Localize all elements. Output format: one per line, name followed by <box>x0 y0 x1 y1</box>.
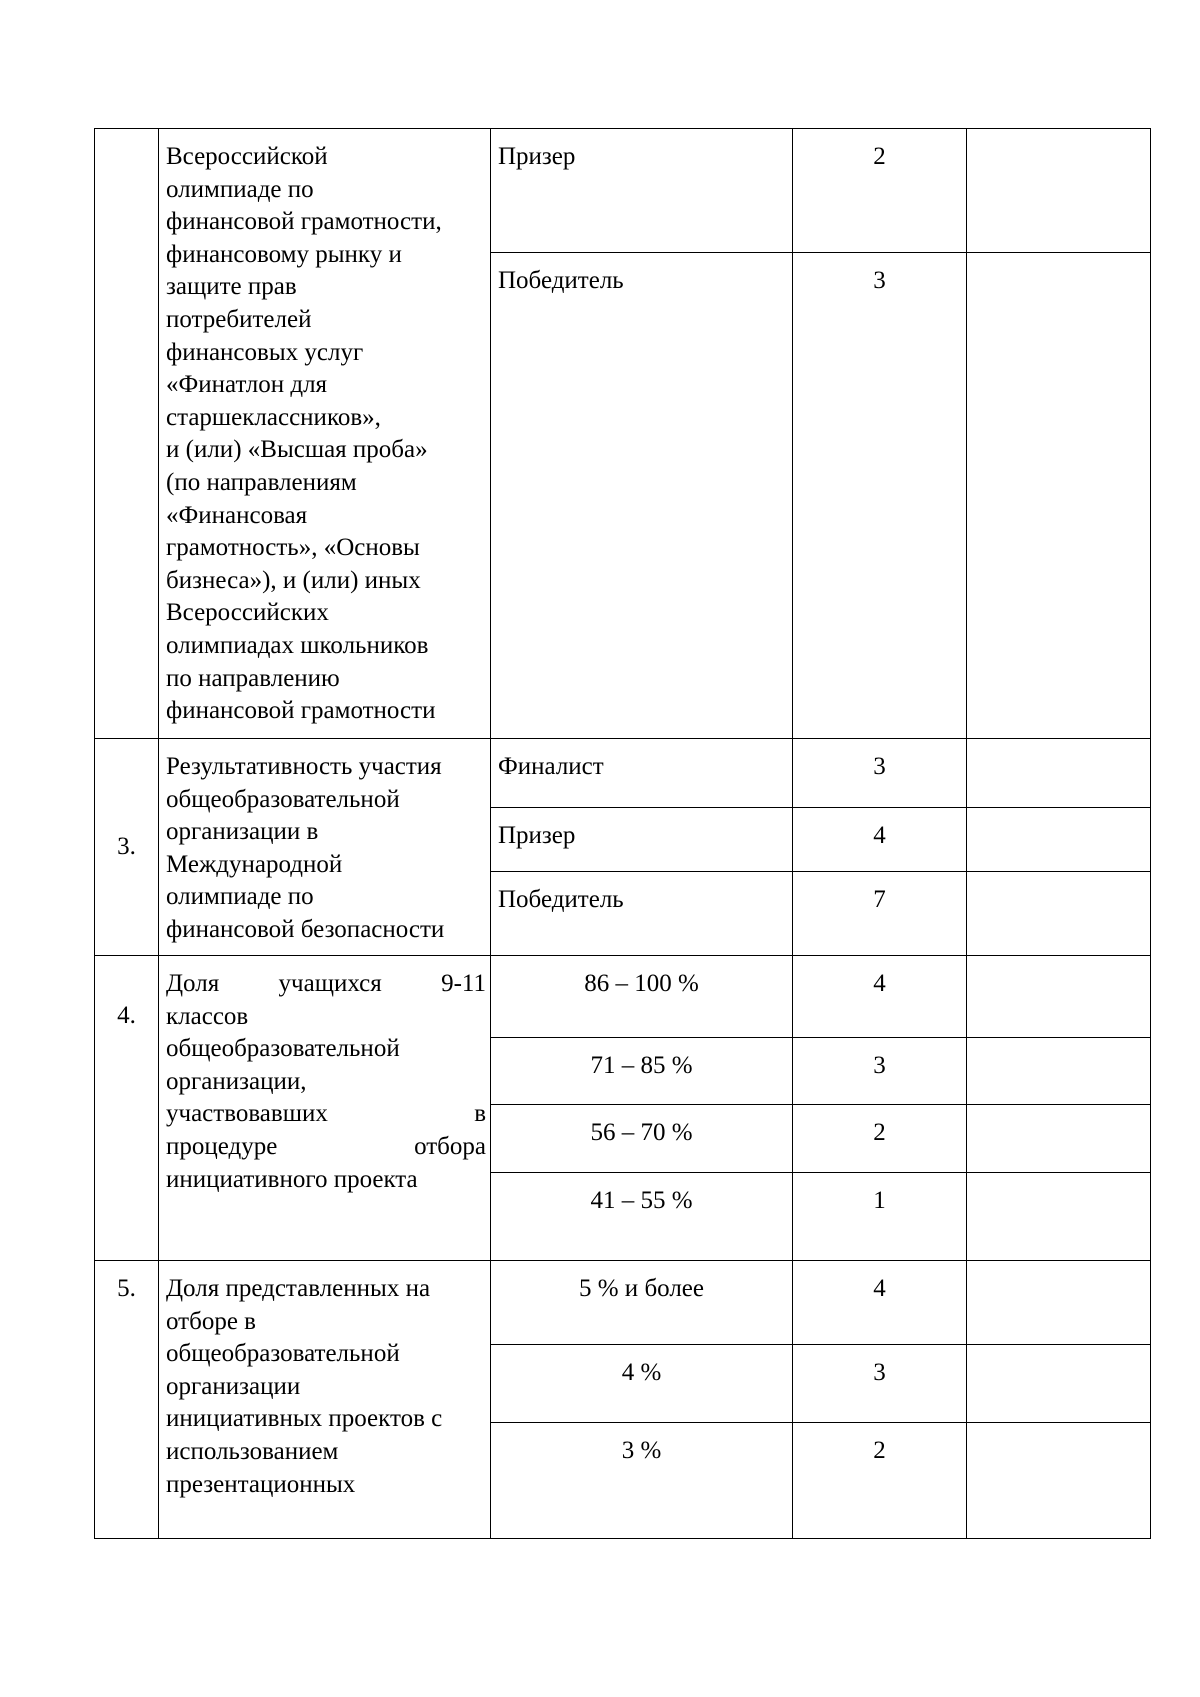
row-number-cell: 4. <box>95 956 159 1261</box>
score-cell: 2 <box>793 1105 967 1173</box>
row-number-cell <box>95 129 159 739</box>
empty-cell <box>967 1345 1151 1423</box>
score-cell: 3 <box>793 253 967 739</box>
score-cell: 7 <box>793 872 967 956</box>
criteria-table <box>94 128 1151 1539</box>
criterion-line: общеобразовательной <box>166 1035 400 1063</box>
empty-cell <box>967 872 1151 956</box>
criterion-line: процедуре отбора <box>166 1132 486 1160</box>
empty-cell <box>967 1038 1151 1105</box>
score-cell: 2 <box>793 129 967 253</box>
table-row <box>95 739 1151 808</box>
criterion-text: Всероссийской олимпиаде по финансовой грамотности, финансовому рынку и защите прав потребителей финансовых услуг «Финатлон для старшеклассников», и (или) «Высшая проба» (по направлениям «Финансовая грамотность», «Основы бизнеса»), и (или) иных Всероссийских олимпиадах школьников по направлению финансовой грамотности <box>166 143 442 725</box>
empty-cell <box>967 956 1151 1038</box>
score-cell: 4 <box>793 808 967 872</box>
criterion-line: организации, <box>166 1067 307 1095</box>
score-cell: 3 <box>793 1038 967 1105</box>
empty-cell <box>967 1105 1151 1173</box>
score-cell: 2 <box>793 1423 967 1539</box>
row-number-cell: 5. <box>95 1261 159 1539</box>
level-cell: 41 – 55 % <box>491 1173 793 1261</box>
score-cell: 3 <box>793 739 967 808</box>
criterion-cell <box>159 1261 491 1539</box>
criterion-cell <box>159 129 491 739</box>
score-cell: 3 <box>793 1345 967 1423</box>
empty-cell <box>967 253 1151 739</box>
empty-cell <box>967 739 1151 808</box>
level-cell: Призер <box>491 808 793 872</box>
score-cell: 1 <box>793 1173 967 1261</box>
criterion-line: Доля учащихся 9-11 <box>166 970 486 997</box>
criterion-line: инициативного проекта <box>166 1165 418 1193</box>
empty-cell <box>967 1173 1151 1261</box>
criterion-text: Доля представленных на отборе в общеобразовательной организации инициативных проектов с использованием презентационных <box>166 1275 443 1498</box>
row-number-cell: 3. <box>95 739 159 956</box>
empty-cell <box>967 1261 1151 1345</box>
criterion-cell <box>159 956 491 1261</box>
score-cell: 4 <box>793 1261 967 1345</box>
criteria-table-page <box>94 128 1151 1539</box>
table-row <box>95 129 1151 253</box>
level-cell: Финалист <box>491 739 793 808</box>
level-cell: Победитель <box>491 253 793 739</box>
level-cell: 5 % и более <box>491 1261 793 1345</box>
criterion-line: участвовавших в <box>166 1100 486 1128</box>
level-cell: Призер <box>491 129 793 253</box>
table-row <box>95 956 1151 1038</box>
level-cell: 71 – 85 % <box>491 1038 793 1105</box>
empty-cell <box>967 808 1151 872</box>
empty-cell <box>967 129 1151 253</box>
criterion-cell <box>159 739 491 956</box>
criterion-line: классов <box>166 1002 249 1030</box>
level-cell: 3 % <box>491 1423 793 1539</box>
empty-cell <box>967 1423 1151 1539</box>
table-row <box>95 1261 1151 1345</box>
criterion-text: Результативность участия общеобразовательной организации в Международной олимпиаде по финансовой безопасности <box>166 753 445 943</box>
score-cell: 4 <box>793 956 967 1038</box>
level-cell: 4 % <box>491 1345 793 1423</box>
level-cell: 86 – 100 % <box>491 956 793 1038</box>
level-cell: Победитель <box>491 872 793 956</box>
level-cell: 56 – 70 % <box>491 1105 793 1173</box>
